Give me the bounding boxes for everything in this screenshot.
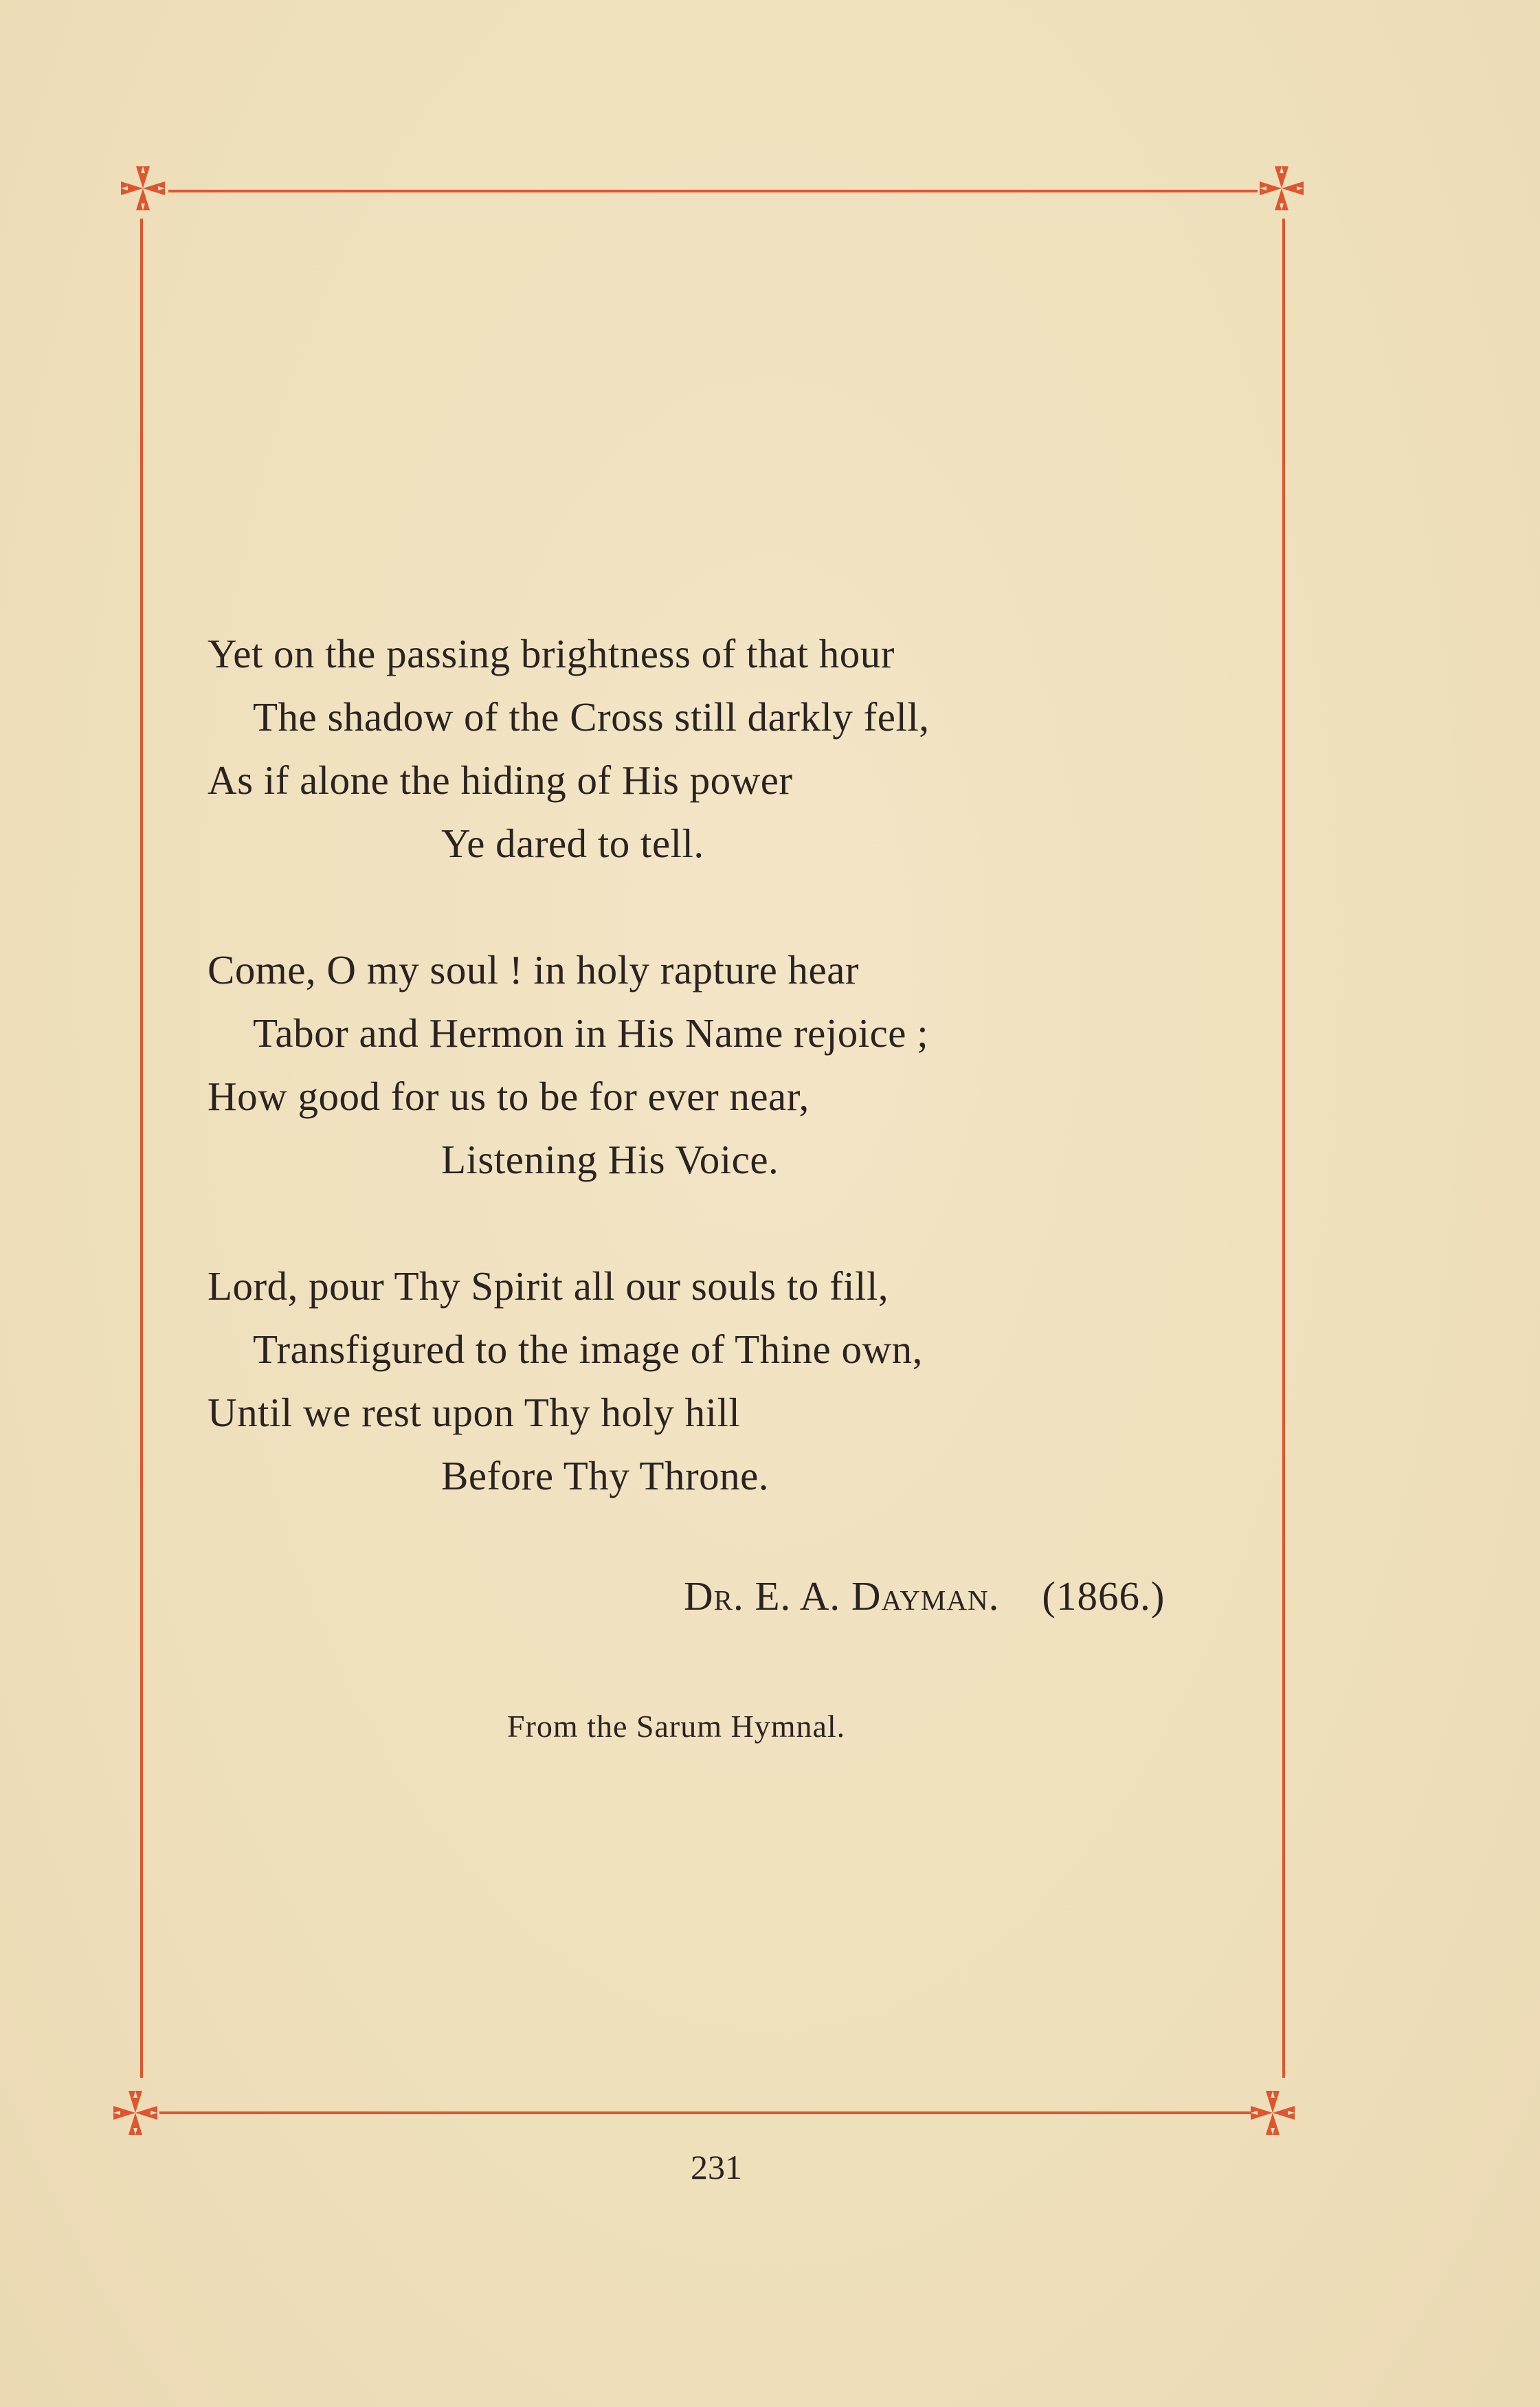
maltese-cross-icon [111,2088,160,2138]
source-note: From the Sarum Hymnal. [507,1709,846,1744]
border-left-rule [140,219,143,2078]
stanza [208,1254,1252,1507]
attribution [684,1568,1165,1623]
verse-line: Yet on the passing brightness of that hour [208,631,895,676]
author-name: Dr. E. A. Dayman. [684,1573,1000,1619]
page-number: 231 [691,2148,742,2186]
author-year: (1866.) [1042,1573,1165,1619]
border-top-rule [168,190,1258,192]
verse-line: Before Thy Throne. [441,1453,770,1498]
verse-line: Until we rest upon Thy holy hill [208,1390,741,1435]
verse-line: Ye dared to tell. [441,821,704,866]
border-bottom-rule [159,2111,1251,2114]
verse-line: Lord, pour Thy Spirit all our souls to fill, [208,1263,889,1309]
verse-line: As if alone the hiding of His power [208,757,793,803]
verse-line: Transfigured to the image of Thine own, [253,1327,923,1372]
stanza [208,938,1252,1191]
verse-line: Listening His Voice. [441,1137,779,1182]
maltese-cross-icon [118,164,168,213]
border-right-rule [1282,219,1285,2078]
stanza [208,622,1252,875]
verse-line: Tabor and Hermon in His Name rejoice ; [253,1010,929,1056]
maltese-cross-icon [1257,164,1306,213]
verse-line: Come, O my soul ! in holy rapture hear [208,947,860,992]
maltese-cross-icon [1248,2088,1297,2138]
hymn-text [208,622,1252,1571]
verse-line: How good for us to be for ever near, [208,1074,810,1119]
verse-line: The shadow of the Cross still darkly fell, [253,694,930,740]
